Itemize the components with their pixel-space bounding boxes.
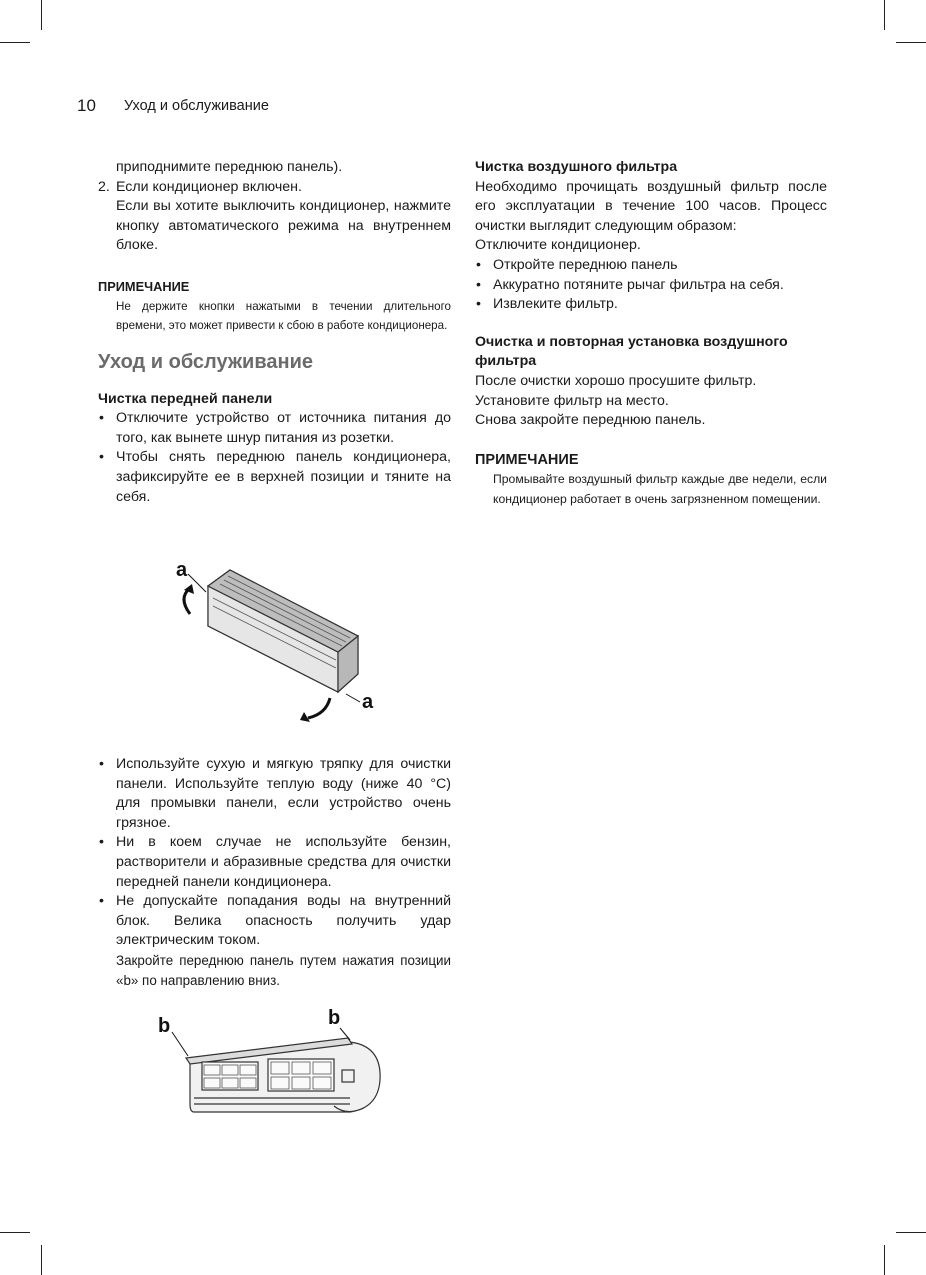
figure-label-a-bottom: a <box>362 691 374 713</box>
crop-mark <box>0 42 30 43</box>
item-number: 2. <box>98 178 110 195</box>
list-item: • Откройте переднюю панель <box>475 256 827 276</box>
list-item: • Не допускайте попадания воды на внутренний блок. Велика опасность получить удар электрическим током. <box>98 892 451 951</box>
running-header: Уход и обслуживание <box>124 98 269 114</box>
section-title: Уход и обслуживание <box>98 350 313 373</box>
subsection-title: Чистка передней панели <box>98 390 273 407</box>
crop-mark <box>41 0 42 30</box>
left-column-lower <box>98 755 451 990</box>
subsection-title: Чистка воздушного фильтра <box>475 159 678 175</box>
bullet-list <box>98 755 451 951</box>
note-text: Промывайте воздушный фильтр каждые две недели, если кондиционер работает в очень загрязненном помещении. <box>493 472 827 506</box>
paragraph-line: Установите фильтр на место. <box>475 392 669 409</box>
subsection-title: Очистка и повторная установка воздушного фильтра <box>475 333 788 370</box>
crop-mark <box>896 1232 926 1233</box>
list-item: • Извлеките фильтр. <box>475 295 827 315</box>
numbered-item-2 <box>98 178 451 198</box>
paragraph: Необходимо прочищать воздушный фильтр после его эксплуатации в течение 100 часов. Процесс очистки выглядит следующим образом: <box>475 178 827 234</box>
crop-mark <box>884 0 885 30</box>
note-text: Не держите кнопки нажатыми в течении длительного времени, это может привести к сбою в работе кондиционера. <box>116 299 451 333</box>
list-item: • Используйте сухую и мягкую тряпку для очистки панели. Используйте теплую воду (ниже 40 °C) для промывки панели, если устройство очень грязное. <box>98 755 451 833</box>
list-item: • Ни в коем случае не используйте бензин, растворители и абразивные средства для очистки передней панели кондиционера. <box>98 833 451 892</box>
paragraph-line: Снова закройте переднюю панель. <box>475 412 706 429</box>
curved-arrow-icon <box>308 698 330 718</box>
bullet-list <box>98 409 451 507</box>
figure-front-panel-close <box>150 1004 390 1124</box>
continuation-line: приподнимите переднюю панель). <box>116 159 343 175</box>
paragraph: Отключите кондиционер. <box>475 237 641 254</box>
right-column <box>475 158 827 509</box>
figure-label-b-left: b <box>158 1015 171 1037</box>
note-title: ПРИМЕЧАНИЕ <box>475 451 579 468</box>
page-number: 10 <box>77 96 96 115</box>
crop-mark <box>884 1245 885 1275</box>
list-item: • Чтобы снять переднюю панель кондиционера, зафиксируйте ее в верхней позиции и тяните на себя. <box>98 448 451 507</box>
instruction-text: Закройте переднюю панель путем нажатия позиции «b» по направлению вниз. <box>116 952 451 988</box>
bullet-list <box>475 256 827 315</box>
figure-label-b-right: b <box>328 1007 341 1029</box>
crop-mark <box>41 1245 42 1275</box>
crop-mark <box>0 1232 30 1233</box>
figure-label-a-top: a <box>176 559 188 581</box>
list-item: • Аккуратно потяните рычаг фильтра на себя. <box>475 276 827 296</box>
list-item: • Отключите устройство от источника питания до того, как вынете шнур питания из розетки. <box>98 409 451 448</box>
paragraph-line: После очистки хорошо просушите фильтр. <box>475 372 757 389</box>
item-heading: Если кондиционер включен. <box>116 178 302 195</box>
item-text: Если вы хотите выключить кондиционер, нажмите кнопку автоматического режима на внутреннем блоке. <box>116 198 451 254</box>
crop-mark <box>896 42 926 43</box>
figure-front-panel-open <box>168 556 388 726</box>
left-column <box>98 158 451 507</box>
note-title: ПРИМЕЧАНИЕ <box>98 278 190 294</box>
